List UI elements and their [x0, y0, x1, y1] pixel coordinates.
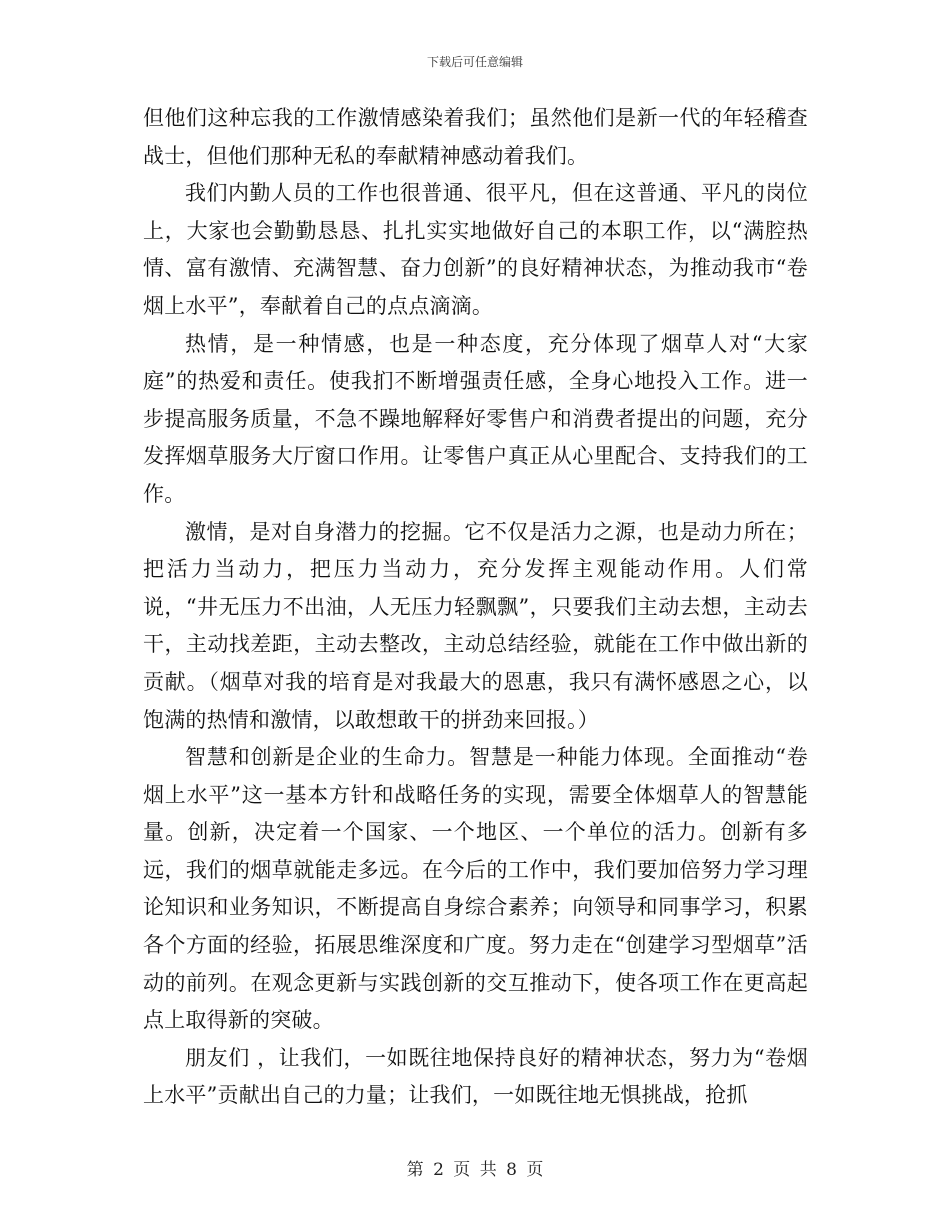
- document-body: [143, 100, 808, 1115]
- page-header: 下载后可任意编辑: [426, 55, 523, 69]
- paragraph-6: 朋友们 ，让我们，一如既往地保持良好的精神状态，努力为“卷烟上水平”贡献出自己的力量；让我们，一如既往地无惧挑战，抢抓: [143, 1045, 808, 1108]
- page-number-footer: 第 2 页 共 8 页: [406, 1160, 544, 1180]
- paragraph-1: 但他们这种忘我的工作激情感染着我们；虽然他们是新一代的年轻稽查战士，但他们那种无私的奉献精神感动着我们。: [143, 106, 808, 168]
- paragraph-4: 激情，是对自身潜力的挖掘。它不仅是活力之源，也是动力所在；把活力当动力，把压力当动力，充分发挥主观能动作用。人们常说，“井无压力不出油，人无压力轻飘飘”，只要我们主动去想，主动去干，主动找差距，主动去整改，主动总结经验，就能在工作中做出新的贡献。（烟草对我的培育是对我最大的恩惠，我只有满怀感恩之心，以饱满的热情和激情，以敢想敢干的拼劲来回报。）: [143, 519, 808, 732]
- paragraph-3: 热情，是一种情感，也是一种态度，充分体现了烟草人对“大家庭”的热爱和责任。使我扪不断增强责任感，全身心地投入工作。进一步提高服务质量，不急不躁地解释好零售户和消费者提出的问题，充分发挥烟草服务大厅窗口作用。让零售户真正从心里配合、支持我们的工作。: [143, 331, 808, 506]
- paragraph-2: 我们内勤人员的工作也很普通、很平凡，但在这普通、平凡的岗位上，大家也会勤勤恳恳、扎扎实实地做好自己的本职工作，以“满腔热情、富有激情、充满智慧、奋力创新”的良好精神状态，为推动我市“卷烟上水平”，奉献着自己的点点滴滴。: [143, 181, 808, 318]
- paragraph-5: 智慧和创新是企业的生命力。智慧是一种能力体现。全面推动“卷烟上水平”这一基本方针和战略任务的实现，需要全体烟草人的智慧能量。创新，决定着一个国家、一个地区、一个单位的活力。创新有多远，我们的烟草就能走多远。在今后的工作中，我们要加倍努力学习理论知识和业务知识，不断提高自身综合素养；向领导和同事学习，积累各个方面的经验，拓展思维深度和广度。努力走在“创建学习型烟草”活动的前列。在观念更新与实践创新的交互推动下，使各项工作在更高起点上取得新的突破。: [143, 745, 808, 1033]
